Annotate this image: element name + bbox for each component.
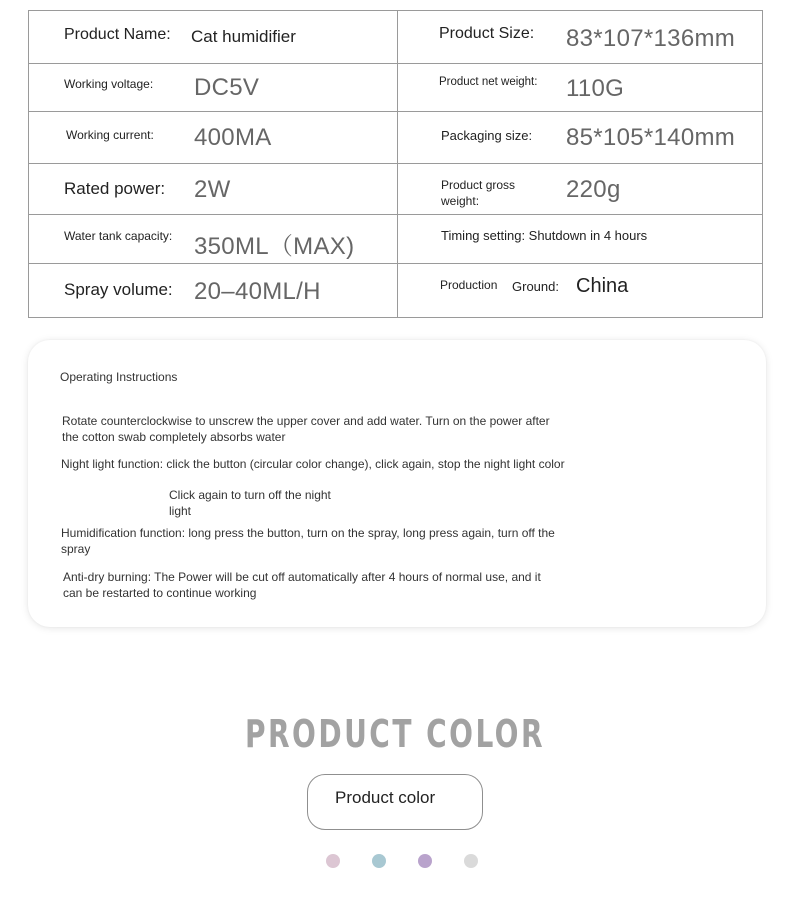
spray-label: Spray volume:: [64, 280, 173, 299]
instruction-line: Click again to turn off the night: [169, 488, 331, 502]
timing-text: Timing setting: Shutdown in 4 hours: [441, 228, 648, 243]
product-size-label: Product Size:: [439, 25, 535, 42]
color-swatch[interactable]: [372, 854, 386, 868]
instruction-line: the cotton swab completely absorbs water: [62, 430, 286, 444]
net-weight-label: Product net weight:: [439, 76, 538, 88]
product-color-title: PRODUCT COLOR: [245, 712, 545, 756]
instruction-line: Humidification function: long press the button, turn on the spray, long press again, turn off the: [61, 526, 555, 540]
net-weight-value: 110G: [566, 75, 625, 102]
voltage-value: DC5V: [194, 74, 260, 101]
color-swatch[interactable]: [418, 854, 432, 868]
color-swatch[interactable]: [326, 854, 340, 868]
instruction-line: light: [169, 504, 192, 518]
product-size-value: 83*107*136mm: [566, 25, 736, 52]
instruction-night-light: Night light function: click the button (circular color change), click again, stop the night light color: [61, 457, 565, 471]
gross-weight-label-line2: weight:: [441, 194, 480, 208]
ground-label: Ground:: [512, 279, 559, 294]
instructions-card: [28, 340, 766, 627]
gross-weight-label: [441, 177, 515, 209]
gross-weight-label-line1: Product gross: [441, 178, 516, 192]
table-row: [29, 111, 762, 164]
instruction-line: spray: [61, 542, 91, 556]
gross-weight-value: 220g: [566, 176, 621, 203]
instruction-anti-dry: [63, 569, 541, 601]
table-row: [29, 163, 762, 215]
current-value: 400MA: [194, 124, 272, 151]
production-label: Production: [440, 278, 498, 292]
product-name-label: Product Name:: [64, 26, 171, 43]
table-row: [29, 214, 762, 264]
instruction-night-light-off: [169, 487, 331, 519]
table-row: [29, 11, 762, 63]
instruction-humidification: [61, 525, 555, 557]
ground-value: China: [576, 275, 629, 297]
table-row: [29, 63, 762, 112]
instructions-heading: Operating Instructions: [60, 370, 178, 384]
color-swatch[interactable]: [464, 854, 478, 868]
power-value: 2W: [194, 176, 231, 203]
current-label: Working current:: [66, 128, 154, 142]
packaging-value: 85*105*140mm: [566, 124, 736, 151]
voltage-label: Working voltage:: [64, 77, 154, 91]
packaging-label: Packaging size:: [441, 128, 533, 143]
table-row: [29, 263, 762, 318]
instruction-line: Anti-dry burning: The Power will be cut off automatically after 4 hours of normal use, and it: [63, 570, 541, 584]
instruction-fill-water: [62, 413, 550, 445]
spray-value: 20–40ML/H: [194, 278, 321, 305]
tank-label: Water tank capacity:: [64, 229, 173, 243]
tank-value: 350ML（MAX): [194, 233, 355, 260]
spec-table: [28, 10, 763, 318]
product-name-value: Cat humidifier: [191, 27, 296, 46]
product-color-button[interactable]: Product color: [307, 774, 483, 830]
instruction-line: Rotate counterclockwise to unscrew the upper cover and add water. Turn on the power after: [62, 414, 550, 428]
power-label: Rated power:: [64, 179, 166, 198]
instruction-line: can be restarted to continue working: [63, 586, 257, 600]
